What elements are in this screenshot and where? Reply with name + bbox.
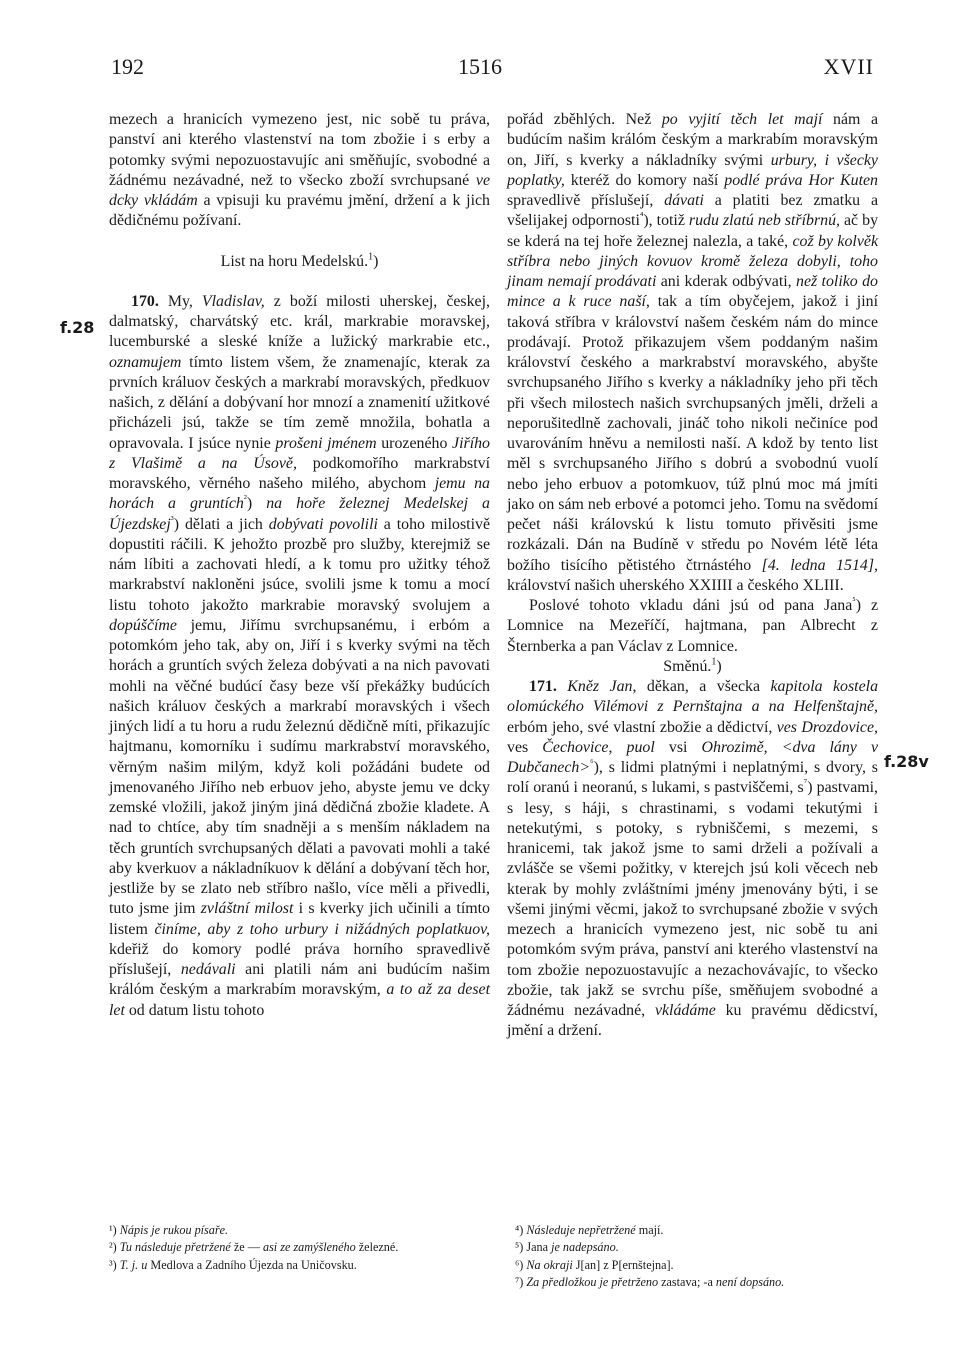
italic-run: vkládáme bbox=[654, 1002, 716, 1019]
text-run bbox=[557, 678, 567, 695]
paragraph-continuation bbox=[109, 110, 490, 232]
italic-run: Na okraji bbox=[526, 1257, 573, 1272]
footnotes-right bbox=[515, 1222, 878, 1291]
footnote-ref: ⁷ bbox=[803, 777, 808, 789]
text-run: ) bbox=[246, 495, 267, 513]
italic-run: Následuje nepřetržené bbox=[526, 1223, 636, 1237]
italic-run: ves Drozdovice, bbox=[776, 718, 878, 736]
italic-run: ve dcky vkládám bbox=[109, 171, 490, 209]
text-run: Jana bbox=[526, 1240, 552, 1255]
page-year: 1516 bbox=[458, 54, 502, 79]
text-run: království našich uherského XXIIII a českého XLIII. bbox=[507, 576, 844, 594]
text-run: Medlova a Zadního Újezda na Uničovsku. bbox=[147, 1257, 357, 1272]
italic-run: prošeni jménem bbox=[275, 434, 377, 452]
text-run: a platiti bez zmatku a všelijakej odpornosti bbox=[507, 192, 878, 230]
document-number: 171. bbox=[529, 678, 557, 695]
footnote bbox=[109, 1239, 490, 1256]
text-run: ani kderak odbývati, bbox=[656, 273, 797, 290]
text-run: tímto listem všem, že znamenajíc, kterak za prvních králuov českých a markrabí moravských, předkuov našich, z dělání a dobývaní hor mnozí a znamenití užitkové přicházeli jsú, takže se tím země množila, bohatla a opravovala. I jsúce nynie bbox=[109, 353, 490, 452]
italic-run: než toliko do mince a k ruce naší, bbox=[507, 273, 878, 311]
footnote bbox=[109, 1257, 490, 1274]
text-run: ) pastvami, s lesy, s háji, s chrastinami, s vodami tekutými i netekutými, s potoky, s rybniščemi, s mezemi, s hranicemi, tak jakož jsme to sami drželi a požívali a zvlášče se všemi požitky, v kterejch jsú koli věcech neb kterak by mohly zvláštními jmény jmenovány býti, i se všemi jinými věcmi, jakož to svrchupsané zbožie v svých mezech a hranicích vymezeno jest, nic sobě tu ani potomkóm svým práva, panství ani kterého vlastenství na tom zbožie nepozuostavujíc a nezachovávajíc, to všecko zbožie, tak jakž se svrchu píše, směňujem svobodné a žádnému nezávadné, bbox=[507, 779, 879, 1019]
italic-run: nedávali bbox=[180, 961, 236, 978]
italic-run: urbury, i všecky poplatky, bbox=[507, 151, 878, 189]
text-run: ), s lidmi platnými i neplatnými, s dvory, s rolí oranú i neoranú, s lukami, s pastviščemi, s bbox=[507, 759, 878, 797]
text-run: ani platili nám ani budúcím našim králóm českým a markrabím moravským, bbox=[109, 961, 490, 999]
italic-run: podlé práva Hor Kuten bbox=[724, 171, 878, 189]
italic-run: Tu následuje přetržené bbox=[119, 1240, 231, 1255]
deposit-messengers-paragraph bbox=[507, 596, 878, 657]
footnote-ref: ² bbox=[243, 493, 247, 505]
text-run: ) dělati a jich bbox=[173, 515, 269, 533]
page-number: 192 bbox=[111, 54, 144, 79]
paragraph-continuation-right bbox=[507, 110, 878, 596]
italic-run: kapitola kostela olomúckého Vilémovi z Pernštajna a na Helfenštajně, bbox=[507, 678, 879, 716]
document-170-text bbox=[109, 292, 490, 1021]
italic-run: dávati bbox=[664, 192, 704, 209]
italic-run: činíme, aby z toho urbury i nižádných poplatkuov, bbox=[154, 920, 490, 938]
text-run: jemu, Jiřímu svrchupsanému, i erbóm a potomkóm jeho tak, aby on, Jiří i s kverky svými na těch horách a gruntích svých železa dobývati a na nich pavovati mohli na věčné budúcí časy beze vší překážky budúcích našich králuov českých a markrabí moravských i všech jiných lidí a tu horu a rudu železnú dědičně míti, přikazujíc hajtmanu, komorníku i sudímu markrabství moravského, věrným našim milým, když koli požádáni budete od jmenovaného Jiřího neb erbuov jeho, abyste jemu ve dcky zemské vložili, jakož jiným jiná dědičná zbožie kladete. A nad to chtíce, aby tím snadněji a s menším nákladem na těch gruntích svrchupsaných dělati a pavovati mohli a také aby kverkuov a nákladníkuov k dělání a dobývaní těch hor, jestliže by se zlato neb stříbro našlo, více měli a přivedli, tuto jsme jim bbox=[109, 616, 490, 918]
italic-run: Ohrozimě, bbox=[701, 738, 768, 756]
text-run: z boží milosti uherskej, českej, dalmatský, charvátský etc. král, markrabie moravskej, lucemburské a sleské kníže a lužický markrabie etc., bbox=[109, 292, 491, 351]
text-run: podkomořího markrabství moravského, věrného našeho milého, abychom bbox=[109, 454, 490, 492]
right-column bbox=[507, 110, 878, 1042]
text-run: My, bbox=[158, 292, 202, 310]
text-run: ku pravému dědicství, jmění a držení. bbox=[507, 1002, 878, 1040]
footnote-ref: ³ bbox=[170, 514, 174, 526]
text-run: vsi bbox=[654, 738, 702, 756]
footnotes-left bbox=[109, 1222, 490, 1274]
text-run: od datum listu tohoto bbox=[124, 1001, 265, 1019]
italic-run: oznamujem bbox=[109, 353, 182, 371]
text-run: děkan, a všecka bbox=[636, 678, 771, 695]
footnote bbox=[515, 1239, 878, 1256]
italic-run: [4. ledna 1514], bbox=[761, 556, 878, 574]
footnote bbox=[515, 1257, 878, 1274]
italic-run: rudu zlatú neb stříbrnú, bbox=[688, 212, 840, 230]
italic-run: dopúščíme bbox=[109, 616, 177, 634]
text-run: ⁴) bbox=[515, 1223, 527, 1237]
italic-run: což by kolvěk stříbra nebo jiných kovuov kromě železa dobyli, toho jinam nemají prodávati bbox=[507, 232, 878, 290]
text-run: ⁶) bbox=[515, 1257, 527, 1272]
text-run: urozeného bbox=[376, 434, 453, 452]
italic-run: po vyjití těch let mají bbox=[661, 111, 823, 128]
folio-mark-left: f.28 bbox=[60, 318, 95, 337]
text-run: pořád zběhlých. Než bbox=[507, 111, 662, 128]
italic-run: Nápis je rukou písaře. bbox=[119, 1223, 229, 1237]
italic-run: zvláštní milost bbox=[200, 900, 294, 918]
document-171-text bbox=[507, 677, 878, 1042]
text-run: spravedlivě příslušejí, bbox=[507, 192, 665, 209]
italic-run: a to až za deset let bbox=[109, 981, 490, 1019]
text-run: železné. bbox=[355, 1240, 399, 1255]
left-column bbox=[109, 110, 490, 1021]
italic-run: asi ze zamýšleného bbox=[262, 1240, 356, 1255]
text-run bbox=[768, 739, 782, 756]
text-run: mají. bbox=[635, 1223, 664, 1237]
italic-run: <dva lány v Dubčanech> bbox=[507, 738, 878, 776]
footnote bbox=[109, 1222, 490, 1239]
italic-run: je nadepsáno. bbox=[551, 1240, 619, 1255]
text-run: ) z Lomnice na Mezeříčí, hajtmana, pan Albrecht z Šternberka a pan Václav z Lomnice. bbox=[507, 597, 878, 655]
italic-run: dobývati povolili bbox=[268, 515, 378, 533]
italic-run: Kněz Jan, bbox=[567, 678, 637, 695]
document-number: 170. bbox=[131, 292, 159, 310]
italic-run: Za předložkou je přetrženo bbox=[526, 1274, 659, 1289]
footnote-ref: ⁵ bbox=[852, 595, 856, 607]
text-run: a toho milostivě dopustiti ráčili. K jehožto prozbě pro služby, kterejmiž se nám líbiti a zachovati hledí, a k tomu pro užitky téhož markrabství nakloněni jsúce, svolili jsme k tomu a mocí listu tohoto jakožto markrabie moravský svolujem a bbox=[109, 515, 490, 614]
text-run: nám a budúcím našim králóm českým a markrabím moravským on, Jiří, s kverky a nákladníky svými bbox=[507, 111, 878, 169]
italic-run: Vladislav, bbox=[201, 292, 265, 310]
footnote-ref: ⁶ bbox=[590, 757, 594, 769]
italic-run: na hoře železnej Medelskej a Újezdskej bbox=[109, 495, 490, 533]
text-run: J[an] z P[ernštejna]. bbox=[572, 1257, 674, 1272]
text-run: ²) bbox=[109, 1240, 120, 1255]
italic-run: jemu na horách a gruntích bbox=[109, 475, 490, 513]
section-heading-171: Směnú.$^1$) bbox=[663, 656, 722, 675]
text-run: kteréž do komory naší bbox=[564, 171, 725, 189]
text-run: že — bbox=[230, 1240, 263, 1255]
text-run: i s kverky jich učinili a tímto listem bbox=[109, 900, 490, 938]
text-run: zastava; -a bbox=[658, 1274, 716, 1289]
volume-number: XVII bbox=[823, 54, 874, 79]
italic-run: T. j. u bbox=[119, 1257, 148, 1272]
text-run: ⁷) bbox=[515, 1274, 527, 1289]
italic-run: není dopsáno. bbox=[715, 1274, 785, 1289]
italic-run: Jiřího z Vlašimě a na Úsově, bbox=[109, 434, 491, 472]
text-run: tak a tím obyčejem, jakož i jiní taková stříbra v království našem českém nám do mince prodávají. Protož přikazujem všem poddaným našim království českého a markrabství moravského, abyšte svrchupsaného Jiřího s kverky a nákladníky jeho při těch při všech milostech našich svrchupsaných jměli, drželi a neporušitedlně zachovali, jináč toho nikoli nečiníce pod uvarováním hněvu a nemilosti naší. A kdož by tento list měl s svrchupsaného Jiřího s dobrú a svobodnú vuolí nebo jeho erbuov a potomkuov, túž plnú moc má jmíti jako on sám neb erbové a potomci jeho. Tomu na svědomí pečet náši královskú k listu tomuto přivěsiti jsme rozkázali. Dán na Budíně v středu po Novém létě léta božího tisícího pětistého čtrnástého bbox=[507, 293, 878, 574]
italic-run: Čechovice, puol bbox=[542, 738, 655, 756]
folio-mark-right: f.28v bbox=[884, 752, 929, 771]
text-run: ¹) bbox=[109, 1223, 120, 1237]
text-run: mezech a hranicích vymezeno jest, nic sobě tu práva, panství ani kterého vlastenství na tom zbožie i s erby a potomky svými nepozuostavujíc ani směňujíc, svobodné a žádnému nezávadné, než to všecko zboží svrchupsané bbox=[109, 111, 490, 189]
text-run: kdeřiž do komory podlé práva horního spravedlivě příslušejí, bbox=[109, 940, 490, 978]
footnote-ref: ⁴ bbox=[639, 210, 644, 222]
footnote bbox=[515, 1222, 878, 1239]
text-run: ač by se kderá na tej hoře železnej nalezla, a také, bbox=[507, 212, 879, 250]
section-heading-170: List na horu Medelskú.$^1$) bbox=[220, 251, 379, 270]
text-run: ³) bbox=[109, 1257, 120, 1272]
text-run: ), totiž bbox=[643, 212, 689, 230]
text-run: ⁵) bbox=[515, 1240, 527, 1255]
text-run: a vpisuji ku pravému jmění, držení a k jich dědičnému požívaní. bbox=[109, 192, 490, 230]
footnote bbox=[515, 1274, 878, 1291]
text-run: Poslové tohoto vkladu dáni jsú od pana Jana bbox=[529, 597, 853, 614]
text-run: ves bbox=[507, 738, 543, 756]
text-run: erbóm jeho, své vlastní zbožie a dědictví, bbox=[507, 718, 777, 736]
